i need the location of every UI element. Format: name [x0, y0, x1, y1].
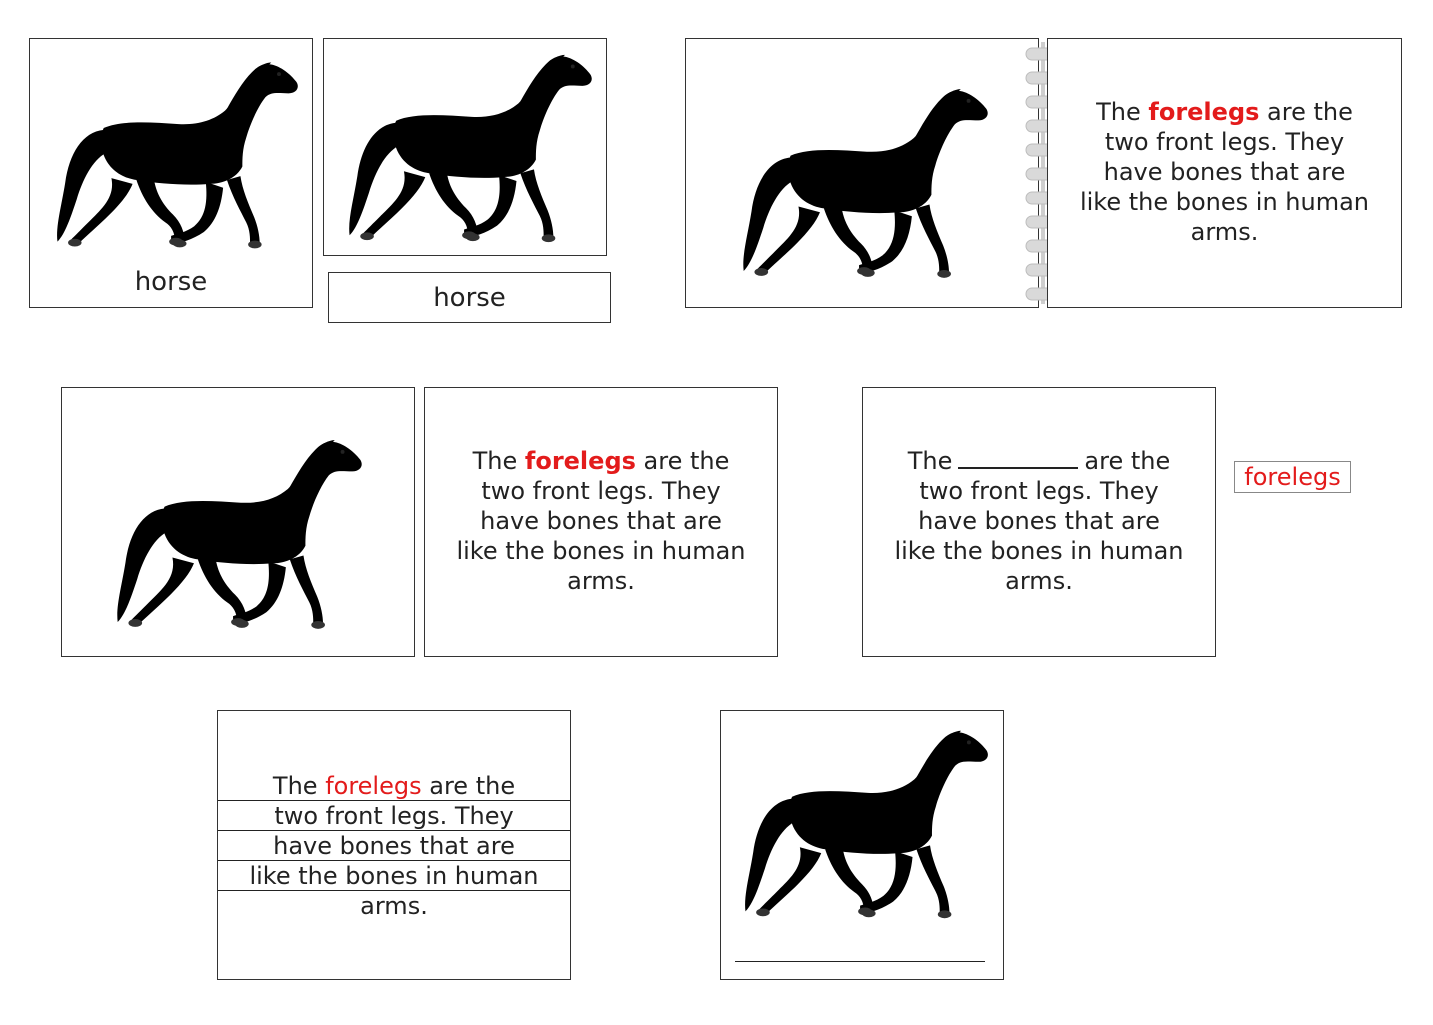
- booklet-right-page: [1047, 38, 1402, 308]
- definition-text: The forelegs are the two front legs. They have bones that are like the bones in human arms.: [1079, 98, 1370, 246]
- label-card: [328, 272, 611, 323]
- picture-label-card: [29, 38, 313, 308]
- horse-brown-icon: [44, 49, 304, 259]
- picture-card: [323, 38, 607, 256]
- ruled-line: [218, 830, 570, 831]
- horse-label: horse: [134, 267, 208, 297]
- horse-outline-icon: [731, 721, 995, 925]
- definition-text-ruled: The forelegs are the two front legs. They have bones that are like the bones in human arms.: [249, 772, 539, 920]
- outline-picture-card: [720, 710, 1004, 980]
- control-label: horse: [433, 283, 506, 313]
- definition-picture-card: [61, 387, 415, 657]
- answer-word-card[interactable]: [1234, 461, 1351, 493]
- blank-definition-card: [862, 387, 1216, 657]
- ruled-line: [218, 860, 570, 861]
- definition-card: [424, 387, 778, 657]
- booklet-left-page: [685, 38, 1039, 308]
- ruled-line: [218, 890, 570, 891]
- definition-text-blank: The are the two front legs. They have bones that are like the bones in human arms.: [894, 447, 1184, 595]
- horse-brown-icon: [336, 43, 598, 251]
- horse-forelegs-highlight-icon: [730, 77, 994, 287]
- answer-word: forelegs: [1244, 463, 1341, 491]
- ruled-definition-card: [217, 710, 571, 980]
- fill-in-blank[interactable]: [958, 449, 1078, 469]
- ruled-line: [218, 800, 570, 801]
- writing-line[interactable]: [735, 961, 985, 962]
- horse-forelegs-highlight-icon: [104, 428, 368, 638]
- definition-text: The forelegs are the two front legs. They have bones that are like the bones in human arms.: [456, 447, 746, 595]
